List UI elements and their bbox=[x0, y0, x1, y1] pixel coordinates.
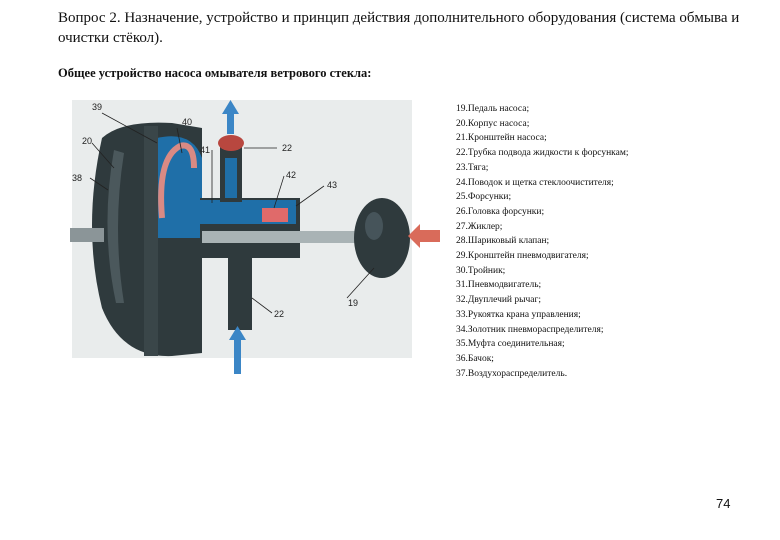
callout-43: 43 bbox=[327, 180, 338, 190]
parts-legend bbox=[456, 102, 756, 381]
callout-42: 42 bbox=[286, 170, 297, 180]
callout-20: 20 bbox=[82, 136, 93, 146]
legend-item: 31.Пневмодвигатель; bbox=[456, 280, 542, 291]
callout-22-bottom: 22 bbox=[274, 309, 285, 319]
callout-22-top: 22 bbox=[282, 143, 293, 153]
callout-41: 41 bbox=[200, 145, 211, 155]
callout-40: 40 bbox=[182, 117, 193, 127]
callout-19: 19 bbox=[348, 298, 359, 308]
bottom-outlet bbox=[228, 256, 252, 330]
legend-item: 19.Педаль насоса; bbox=[456, 104, 530, 114]
slide-title: Вопрос 2. Назначение, устройство и принцип действия дополнительного оборудования (система обмыва и очистки стёкол). bbox=[58, 10, 740, 46]
pump-clamp bbox=[144, 126, 158, 356]
top-outlet-cap bbox=[218, 135, 244, 151]
legend-item: 37.Воздухораспределитель. bbox=[456, 368, 568, 379]
legend-item: 27.Жиклер; bbox=[456, 221, 503, 232]
valve-seat bbox=[262, 208, 288, 222]
legend-item: 25.Форсунки; bbox=[456, 192, 512, 203]
callout-39: 39 bbox=[92, 102, 103, 112]
legend-item: 34.Золотник пневмораспределителя; bbox=[456, 324, 604, 335]
callout-38: 38 bbox=[72, 173, 83, 183]
legend-item: 30.Тройник; bbox=[456, 265, 506, 276]
rear-bolt bbox=[70, 228, 104, 242]
legend-item: 22.Трубка подвода жидкости к форсункам; bbox=[456, 148, 629, 159]
pump-pedal-highlight bbox=[365, 212, 383, 240]
legend-item: 36.Бачок; bbox=[456, 353, 494, 364]
legend-item: 33.Рукоятка крана управления; bbox=[456, 309, 581, 320]
legend-item: 32.Двуплечий рычаг; bbox=[456, 295, 542, 306]
pump-pedal bbox=[354, 198, 410, 278]
pump-diagram bbox=[62, 98, 452, 378]
legend-item: 20.Корпус насоса; bbox=[456, 118, 530, 129]
legend-item: 24.Поводок и щетка стеклоочистителя; bbox=[456, 177, 614, 188]
arrow-left-pedal bbox=[408, 224, 440, 248]
page-number: 74 bbox=[716, 496, 731, 511]
legend-item: 29.Кронштейн пневмодвигателя; bbox=[456, 251, 589, 262]
top-outlet-connector bbox=[225, 158, 237, 198]
legend-item: 26.Головка форсунки; bbox=[456, 206, 545, 217]
slide-subtitle: Общее устройство насоса омывателя ветрового стекла: bbox=[58, 66, 372, 80]
legend-item: 35.Муфта соединительная; bbox=[456, 339, 565, 350]
legend-item: 28.Шариковый клапан; bbox=[456, 236, 550, 247]
legend-item: 23.Тяга; bbox=[456, 162, 489, 173]
legend-item: 21.Кронштейн насоса; bbox=[456, 133, 547, 144]
